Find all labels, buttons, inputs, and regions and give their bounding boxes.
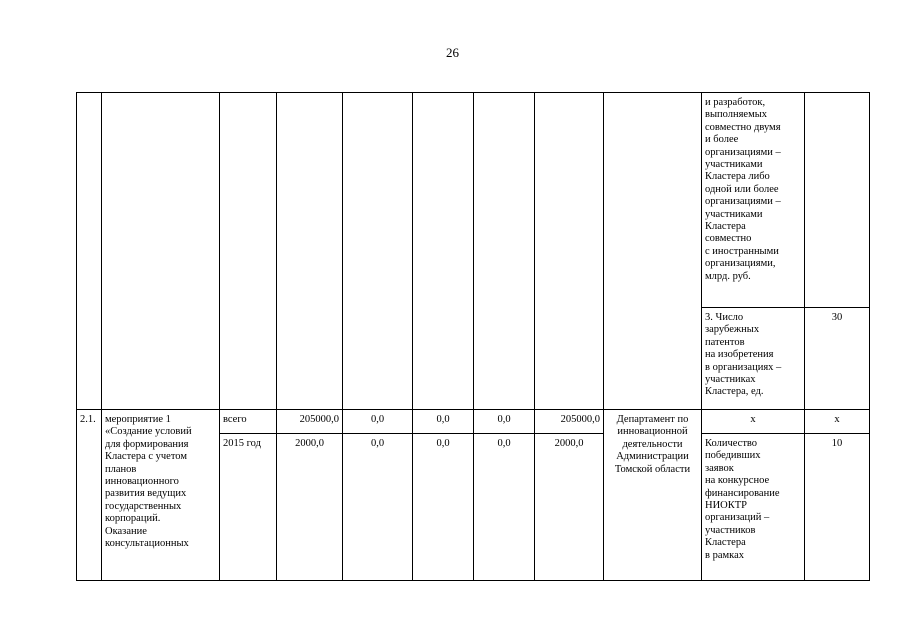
cell-col-d: 205000,0: [535, 410, 604, 434]
cell-indicator: 3. Число зарубежных патентов на изобретения в организациях – участниках Кластера, ед.: [702, 308, 805, 410]
cell-col-d: 2000,0: [535, 434, 604, 581]
cell-col-a: 0,0: [343, 434, 413, 581]
cell-executor-empty: [604, 93, 702, 410]
program-table: [76, 92, 870, 581]
table-row-item-total: [77, 410, 870, 434]
cell-indicator: Количество победивших заявок на конкурсное финансирование НИОКТР организаций – участников Кластера в рамках: [702, 434, 805, 581]
cell-executor: Департамент по инновационной деятельности Администрации Томской области: [604, 410, 702, 581]
cell-indicator: и разработок, выполняемых совместно двумя и более организациями – участниками Кластера либо одной или более организациями – участниками Кластера совместно с иностранными организациями, млрд. руб.: [702, 93, 805, 308]
cell-col-b-empty: [413, 93, 474, 410]
cell-name-empty: [102, 93, 220, 410]
cell-col-b: 0,0: [413, 434, 474, 581]
cell-number: 2.1.: [77, 410, 102, 581]
cell-number-empty: [77, 93, 102, 410]
cell-col-d-empty: [535, 93, 604, 410]
cell-indicator-value: 10: [805, 434, 870, 581]
cell-period: всего: [220, 410, 277, 434]
cell-indicator-value: [805, 93, 870, 308]
cell-sum-empty: [277, 93, 343, 410]
cell-name: мероприятие 1 «Создание условий для формирования Кластера с учетом планов инновационного развития ведущих государственных корпораций. Оказание консультационных: [102, 410, 220, 581]
cell-indicator-value: 30: [805, 308, 870, 410]
cell-col-c-empty: [474, 93, 535, 410]
cell-period-empty: [220, 93, 277, 410]
cell-indicator-value: х: [805, 410, 870, 434]
table-row-continuation-1: [77, 93, 870, 308]
page-number: 26: [446, 45, 459, 60]
cell-sum: 2000,0: [277, 434, 343, 581]
cell-period: 2015 год: [220, 434, 277, 581]
cell-col-b: 0,0: [413, 410, 474, 434]
cell-col-a: 0,0: [343, 410, 413, 434]
cell-col-a-empty: [343, 93, 413, 410]
cell-sum: 205000,0: [277, 410, 343, 434]
cell-indicator: х: [702, 410, 805, 434]
cell-col-c: 0,0: [474, 434, 535, 581]
cell-col-c: 0,0: [474, 410, 535, 434]
